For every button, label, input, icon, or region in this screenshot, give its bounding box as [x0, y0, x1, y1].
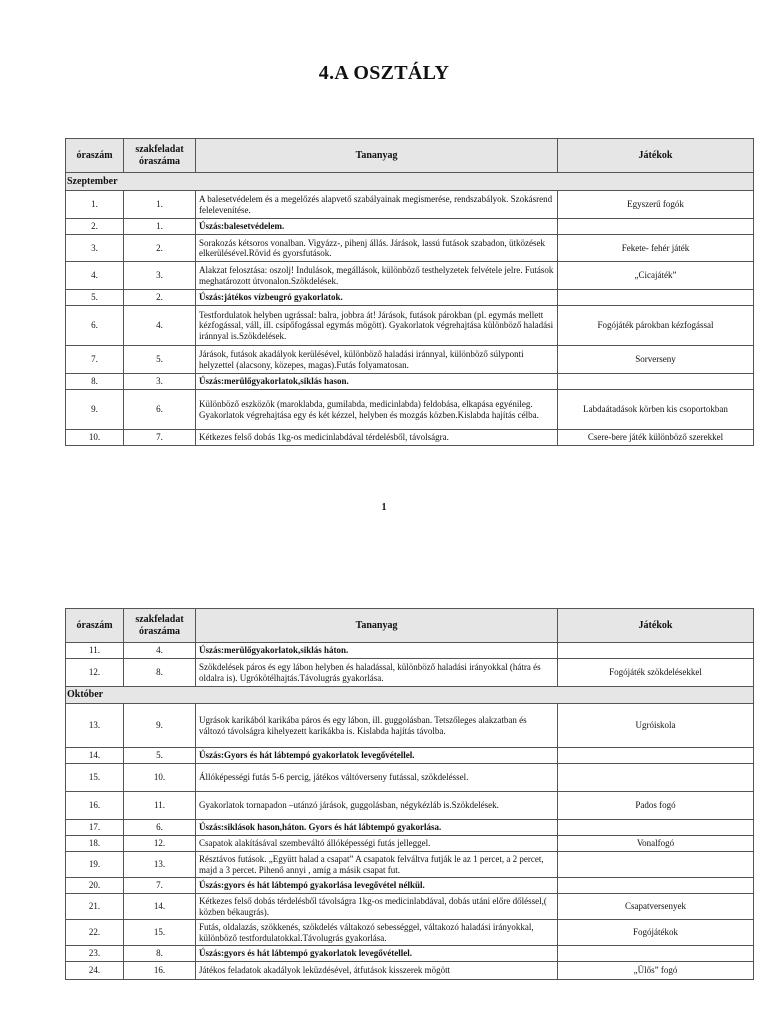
table-row — [66, 235, 754, 262]
task-lesson-number: 7. — [124, 878, 196, 894]
task-lesson-number: 5. — [124, 346, 196, 374]
lesson-material: Sorakozás kétsoros vonalban. Vigyázz-, pihenj állás. Járások, lassú futások szabadon, ütközések elkerülésével.Rövid és gyorsfutások. — [196, 235, 558, 262]
lesson-material: Kétkezes felső dobás térdelésből távolságra 1kg-os medicinlabdával, dobás utáni előre dőléssel,( közben békaugrás). — [196, 894, 558, 920]
lesson-number: 10. — [66, 430, 124, 446]
lesson-material: Úszás:merülőgyakorlatok,siklás hason. — [196, 374, 558, 390]
header-material: Tananyag — [196, 139, 558, 173]
table-row — [66, 704, 754, 748]
task-lesson-number: 3. — [124, 262, 196, 290]
lesson-material: Úszás:merülőgyakorlatok,siklás háton. — [196, 643, 558, 659]
lesson-number: 6. — [66, 306, 124, 346]
header-games: Játékok — [558, 139, 754, 173]
lesson-material: Csapatok alakításával szembeváltó állóképességi futás jelleggel. — [196, 836, 558, 852]
lesson-number: 24. — [66, 962, 124, 980]
task-lesson-number: 1. — [124, 191, 196, 219]
table-row — [66, 748, 754, 764]
lesson-material: Résztávos futások. „Együtt halad a csapat” A csapatok felváltva futják le az 1 percet, a 2 percet, majd a 3 percet. Pihenő annyi , amíg a másik csapat fut. — [196, 852, 558, 878]
task-lesson-number: 3. — [124, 374, 196, 390]
lesson-material: Úszás:játékos vízbeugró gyakorlatok. — [196, 290, 558, 306]
lesson-games — [558, 290, 754, 306]
month-row — [66, 687, 754, 704]
table-row — [66, 659, 754, 687]
lesson-material: Ugrások karikából karikába páros és egy lábon, ill. guggolásban. Tetszőleges alakzatban és változó távolságra kihelyezett karikákba is. Kislabda hajítás távolba. — [196, 704, 558, 748]
task-lesson-number: 6. — [124, 390, 196, 430]
header-hour: óraszám — [66, 139, 124, 173]
lesson-games: „Cicajáték” — [558, 262, 754, 290]
lesson-games: Pados fogó — [558, 792, 754, 820]
lesson-games: Csapatversenyek — [558, 894, 754, 920]
page-title: 4.A OSZTÁLY — [318, 62, 450, 84]
lesson-games: Ugróiskola — [558, 704, 754, 748]
lesson-number: 12. — [66, 659, 124, 687]
lesson-number: 11. — [66, 643, 124, 659]
lesson-games — [558, 820, 754, 836]
lesson-number: 14. — [66, 748, 124, 764]
table-row — [66, 894, 754, 920]
table-row — [66, 920, 754, 946]
month-label: Szeptember — [66, 173, 754, 191]
table-row — [66, 306, 754, 346]
lesson-games: Fogójáték szökdelésekkel — [558, 659, 754, 687]
lesson-games — [558, 946, 754, 962]
table-row — [66, 262, 754, 290]
lesson-games: Egyszerű fogók — [558, 191, 754, 219]
task-lesson-number: 2. — [124, 235, 196, 262]
task-lesson-number: 4. — [124, 306, 196, 346]
lesson-number: 8. — [66, 374, 124, 390]
task-lesson-number: 14. — [124, 894, 196, 920]
lesson-games: Csere-bere játék különböző szerekkel — [558, 430, 754, 446]
lesson-games: Sorverseny — [558, 346, 754, 374]
table-row — [66, 643, 754, 659]
table-row — [66, 346, 754, 374]
lesson-material: Állóképességi futás 5-6 percig, játékos váltóverseny futással, szökdeléssel. — [196, 764, 558, 792]
lesson-number: 18. — [66, 836, 124, 852]
table-header-row — [66, 609, 754, 643]
lesson-number: 22. — [66, 920, 124, 946]
lesson-material: A balesetvédelem és a megelőzés alapvető szabályainak megismerése, rendszabályok. Szokásrend felelevenítése. — [196, 191, 558, 219]
lesson-games: Fogójátékok — [558, 920, 754, 946]
lesson-games: Fogójáték párokban kézfogással — [558, 306, 754, 346]
table-row — [66, 962, 754, 980]
task-lesson-number: 16. — [124, 962, 196, 980]
lesson-material: Játékos feladatok akadályok leküzdésével, átfutások kisszerek mögött — [196, 962, 558, 980]
lesson-games: „Ülős” fogó — [558, 962, 754, 980]
table-row — [66, 946, 754, 962]
page-number: 1 — [381, 502, 387, 513]
lesson-material: Úszás:Gyors és hát lábtempó gyakorlatok levegővétellel. — [196, 748, 558, 764]
lesson-number: 4. — [66, 262, 124, 290]
lesson-games — [558, 852, 754, 878]
lesson-material: Úszás:balesetvédelem. — [196, 219, 558, 235]
lesson-games: Vonalfogó — [558, 836, 754, 852]
lesson-number: 1. — [66, 191, 124, 219]
month-label: Október — [66, 687, 754, 704]
lesson-number: 13. — [66, 704, 124, 748]
lesson-number: 23. — [66, 946, 124, 962]
lesson-material: Kétkezes felső dobás 1kg-os medicinlabdával térdelésből, távolságra. — [196, 430, 558, 446]
lesson-material: Alakzat felosztása: oszolj! Indulások, megállások, különböző testhelyzetek felvétele jelre. Futások meghatározott útvonalon.Szökdelések. — [196, 262, 558, 290]
table-row — [66, 852, 754, 878]
lesson-material: Úszás:siklások hason,háton. Gyors és hát lábtempó gyakorlása. — [196, 820, 558, 836]
table-row — [66, 764, 754, 792]
table-header-row — [66, 139, 754, 173]
table-row — [66, 219, 754, 235]
lesson-games — [558, 878, 754, 894]
lesson-number: 2. — [66, 219, 124, 235]
table-row — [66, 290, 754, 306]
lesson-number: 19. — [66, 852, 124, 878]
task-lesson-number: 5. — [124, 748, 196, 764]
lesson-material: Testfordulatok helyben ugrással: balra, jobbra át! Járások, futások párokban (pl. egymás mellett kézfogással, váll, ill. csípőfogással egymás mögött). Gyakorlatok végrehajtása különböző haladási iránnyal is.Szökdelések. — [196, 306, 558, 346]
header-hour: óraszám — [66, 609, 124, 643]
lesson-number: 3. — [66, 235, 124, 262]
lesson-games: Labdaátadások körben kis csoportokban — [558, 390, 754, 430]
month-row — [66, 173, 754, 191]
header-games: Játékok — [558, 609, 754, 643]
task-lesson-number: 8. — [124, 946, 196, 962]
lesson-games — [558, 219, 754, 235]
table-row — [66, 374, 754, 390]
lesson-material: Járások, futások akadályok kerülésével, különböző haladási iránnyal, különböző súlyponti helyzettel (alacsony, közepes, magas).Futás folyamatosan. — [196, 346, 558, 374]
lesson-number: 16. — [66, 792, 124, 820]
table-row — [66, 820, 754, 836]
lesson-plan-table-1 — [65, 138, 754, 446]
lesson-number: 9. — [66, 390, 124, 430]
lesson-games — [558, 764, 754, 792]
task-lesson-number: 10. — [124, 764, 196, 792]
table-row — [66, 878, 754, 894]
lesson-number: 17. — [66, 820, 124, 836]
lesson-material: Futás, oldalazás, szökkenés, szökdelés váltakozó sebességgel, váltakozó haladási irányokkal, különböző testfordulatokkal.Távolugrás gyakorlása. — [196, 920, 558, 946]
header-task-hour: szakfeladat óraszáma — [124, 609, 196, 643]
lesson-number: 20. — [66, 878, 124, 894]
lesson-material: Különböző eszközök (maroklabda, gumilabda, medicinlabda) feldobása, elkapása egyénileg. Gyakorlatok végrehajtása egy és két kézzel, helyben és mozgás közben.Kislabda hajítás célba. — [196, 390, 558, 430]
lesson-material: Úszás:gyors és hát lábtempó gyakorlatok levegővétellel. — [196, 946, 558, 962]
table-row — [66, 191, 754, 219]
lesson-number: 7. — [66, 346, 124, 374]
lesson-plan-table-2 — [65, 608, 754, 980]
lesson-games — [558, 374, 754, 390]
lesson-number: 5. — [66, 290, 124, 306]
lesson-games: Fekete- fehér játék — [558, 235, 754, 262]
lesson-number: 21. — [66, 894, 124, 920]
task-lesson-number: 4. — [124, 643, 196, 659]
task-lesson-number: 12. — [124, 836, 196, 852]
lesson-material: Szökdelések páros és egy lábon helyben és haladással, különböző haladási irányokkal (hátra és oldalra is). Ugrókötélhajtás.Távolugrás gyakorlása. — [196, 659, 558, 687]
task-lesson-number: 15. — [124, 920, 196, 946]
table-row — [66, 430, 754, 446]
task-lesson-number: 9. — [124, 704, 196, 748]
lesson-games — [558, 748, 754, 764]
header-task-hour: szakfeladat óraszáma — [124, 139, 196, 173]
lesson-material: Gyakorlatok tornapadon –utánzó járások, guggolásban, négykézláb is.Szökdelések. — [196, 792, 558, 820]
task-lesson-number: 6. — [124, 820, 196, 836]
header-material: Tananyag — [196, 609, 558, 643]
task-lesson-number: 11. — [124, 792, 196, 820]
table-row — [66, 792, 754, 820]
table-row — [66, 390, 754, 430]
lesson-games — [558, 643, 754, 659]
task-lesson-number: 1. — [124, 219, 196, 235]
table-row — [66, 836, 754, 852]
task-lesson-number: 7. — [124, 430, 196, 446]
task-lesson-number: 8. — [124, 659, 196, 687]
task-lesson-number: 2. — [124, 290, 196, 306]
task-lesson-number: 13. — [124, 852, 196, 878]
lesson-number: 15. — [66, 764, 124, 792]
lesson-material: Úszás:gyors és hát lábtempó gyakorlása levegővétel nélkül. — [196, 878, 558, 894]
